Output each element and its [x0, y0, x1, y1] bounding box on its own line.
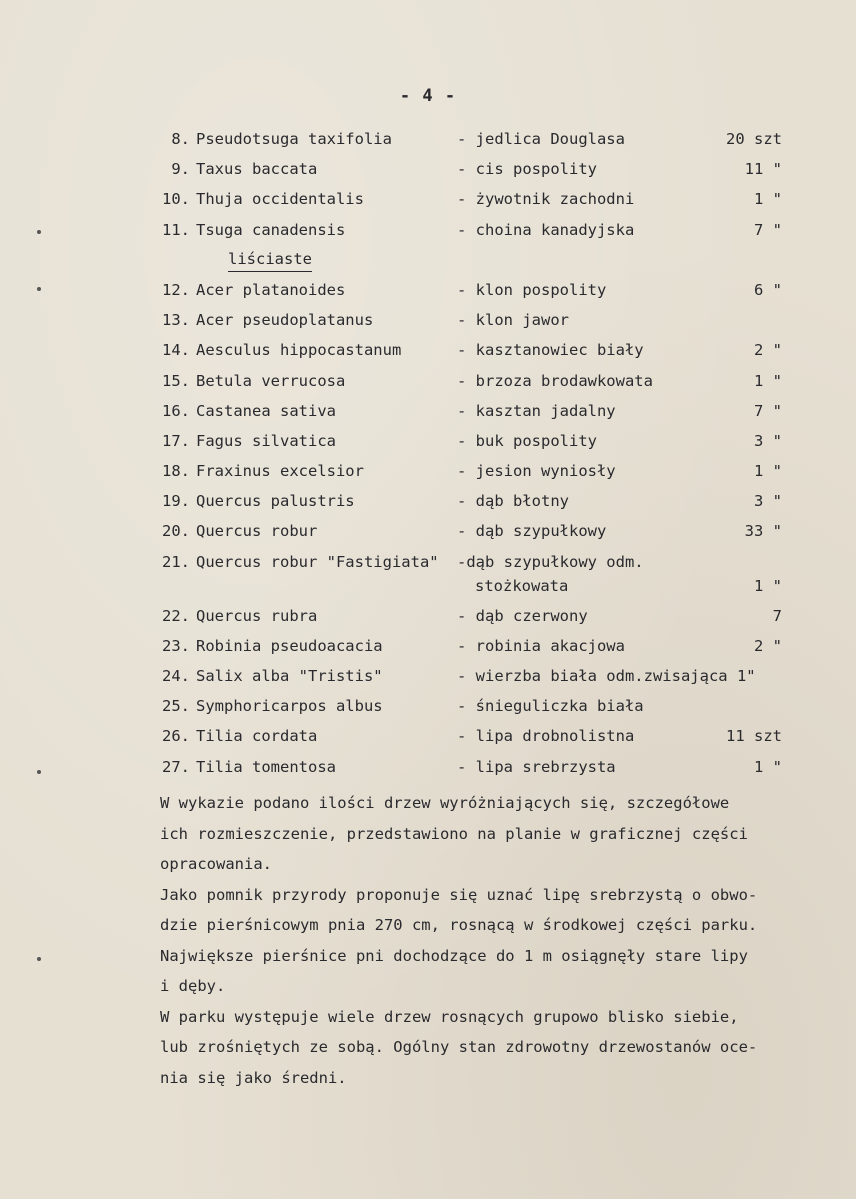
polish-name: - kasztan jadalny: [457, 401, 616, 420]
species-row: [0, 305, 856, 335]
species-number: 22.: [162, 606, 190, 625]
polish-name: - jedlica Douglasa: [457, 130, 625, 148]
species-number: 24.: [162, 667, 190, 685]
species-list: [0, 124, 856, 782]
quantity: 33 ": [744, 522, 782, 541]
latin-name: Tilia cordata: [196, 727, 318, 746]
polish-name: - choina kanadyjska: [457, 220, 635, 239]
quantity: 1 ": [754, 462, 782, 481]
latin-name: Aesculus hippocastanum: [196, 341, 402, 360]
species-number: 18.: [162, 462, 190, 481]
latin-name: Quercus robur: [196, 522, 318, 541]
latin-name: Symphoricarpos albus: [196, 697, 383, 716]
quantity: 2 ": [754, 341, 782, 360]
species-number: 15.: [162, 371, 190, 390]
species-row: [0, 154, 856, 184]
latin-name: Fagus silvatica: [196, 431, 336, 450]
body-text: [160, 788, 840, 1093]
polish-name: - żywotnik zachodni: [457, 190, 635, 209]
polish-name: - dąb błotny: [457, 492, 569, 511]
text-line: i dęby.: [160, 977, 226, 995]
quantity: 1 ": [754, 190, 782, 209]
species-row: [0, 752, 856, 782]
polish-name: - kasztanowiec biały: [457, 341, 644, 360]
latin-name: Quercus robur "Fastigiata": [196, 552, 439, 571]
latin-name: Acer platanoides: [196, 280, 346, 299]
text-line: lub zrośniętych ze sobą. Ogólny stan zdrowotny drzewostanów oce-: [160, 1038, 758, 1056]
species-number: 12.: [162, 280, 190, 299]
quantity: 2 ": [754, 636, 782, 655]
species-number: 20.: [162, 522, 190, 541]
quantity: 1 ": [754, 757, 782, 776]
species-row: [0, 124, 856, 154]
polish-name: - jesion wyniosły: [457, 462, 616, 481]
species-row: [0, 601, 856, 631]
text-line: ich rozmieszczenie, przedstawiono na planie w graficznej części: [160, 824, 748, 843]
latin-name: Thuja occidentalis: [196, 190, 364, 209]
species-number: 23.: [162, 636, 190, 655]
text-line: W wykazie podano ilości drzew wyróżniających się, szczegółowe: [160, 794, 730, 812]
species-row: [0, 184, 856, 214]
latin-name: Quercus rubra: [196, 606, 318, 625]
latin-name: Fraxinus excelsior: [196, 462, 364, 481]
latin-name: Tilia tomentosa: [196, 757, 336, 776]
quantity: 20 szt: [726, 130, 782, 148]
species-row: [0, 275, 856, 305]
polish-name: - wierzba biała odm.zwisająca 1": [457, 667, 756, 685]
quantity: 1 ": [754, 576, 782, 595]
quantity: 3 ": [754, 431, 782, 450]
latin-name: Tsuga canadensis: [196, 220, 346, 239]
latin-name: Castanea sativa: [196, 401, 336, 420]
polish-name: - lipa srebrzysta: [457, 757, 616, 776]
text-line: opracowania.: [160, 855, 272, 873]
polish-name: - robinia akacjowa: [457, 636, 625, 655]
polish-name: -dąb szypułkowy odm.: [457, 552, 644, 571]
quantity: 6 ": [754, 280, 782, 299]
species-row: [0, 335, 856, 365]
latin-name: Taxus baccata: [196, 160, 318, 179]
latin-name: Salix alba "Tristis": [196, 667, 383, 685]
latin-name: Betula verrucosa: [196, 371, 346, 390]
species-row: [0, 516, 856, 546]
text-line: dzie pierśnicowym pnia 270 cm, rosnącą w środkowej części parku.: [160, 916, 758, 934]
polish-name-continued: stożkowata: [475, 576, 569, 595]
species-row: [0, 396, 856, 426]
species-number: 21.: [162, 552, 190, 571]
punch-hole-mark: [37, 957, 41, 961]
polish-name: - klon jawor: [457, 311, 569, 330]
species-row: [0, 366, 856, 396]
species-number: 8.: [171, 130, 190, 148]
quantity: 7: [772, 606, 782, 625]
section-heading-row: [0, 245, 856, 275]
species-number: 17.: [162, 431, 190, 450]
species-row: [0, 547, 856, 601]
species-row: [0, 426, 856, 456]
page-number: - 4 -: [399, 86, 457, 106]
quantity: 7 ": [754, 220, 782, 239]
species-number: 19.: [162, 492, 190, 511]
quantity: 11 ": [744, 160, 782, 179]
section-heading: liściaste: [228, 247, 312, 272]
polish-name: - buk pospolity: [457, 431, 597, 450]
latin-name: Quercus palustris: [196, 492, 355, 511]
species-row: [0, 456, 856, 486]
polish-name: - dąb czerwony: [457, 606, 588, 625]
polish-name: - śnieguliczka biała: [457, 697, 644, 716]
species-number: 16.: [162, 401, 190, 420]
species-number: 9.: [171, 160, 190, 179]
quantity: 1 ": [754, 371, 782, 390]
species-number: 25.: [162, 697, 190, 716]
latin-name: Acer pseudoplatanus: [196, 311, 374, 330]
latin-name: Pseudotsuga taxifolia: [196, 130, 392, 148]
species-number: 26.: [162, 727, 190, 746]
polish-name: - brzoza brodawkowata: [457, 371, 653, 390]
latin-name: Robinia pseudoacacia: [196, 636, 383, 655]
polish-name: - lipa drobnolistna: [457, 727, 635, 746]
polish-name: - cis pospolity: [457, 160, 597, 179]
species-number: 27.: [162, 757, 190, 776]
text-line: Jako pomnik przyrody proponuje się uznać lipę srebrzystą o obwo-: [160, 885, 758, 904]
polish-name: - klon pospolity: [457, 280, 607, 299]
polish-name: - dąb szypułkowy: [457, 522, 607, 541]
species-row: [0, 631, 856, 661]
quantity: 7 ": [754, 401, 782, 420]
species-number: 14.: [162, 341, 190, 360]
species-number: 10.: [162, 190, 190, 209]
species-row: [0, 661, 856, 691]
species-number: 13.: [162, 311, 190, 330]
text-line: nia się jako średni.: [160, 1068, 347, 1087]
species-row: [0, 691, 856, 721]
species-number: 11.: [162, 220, 190, 239]
text-line: Największe pierśnice pni dochodzące do 1 m osiągnęły stare lipy: [160, 946, 748, 965]
species-row: [0, 486, 856, 516]
quantity: 11 szt: [726, 727, 782, 746]
quantity: 3 ": [754, 492, 782, 511]
text-line: W parku występuje wiele drzew rosnących grupowo blisko siebie,: [160, 1007, 739, 1026]
species-row: [0, 215, 856, 245]
species-row: [0, 721, 856, 751]
